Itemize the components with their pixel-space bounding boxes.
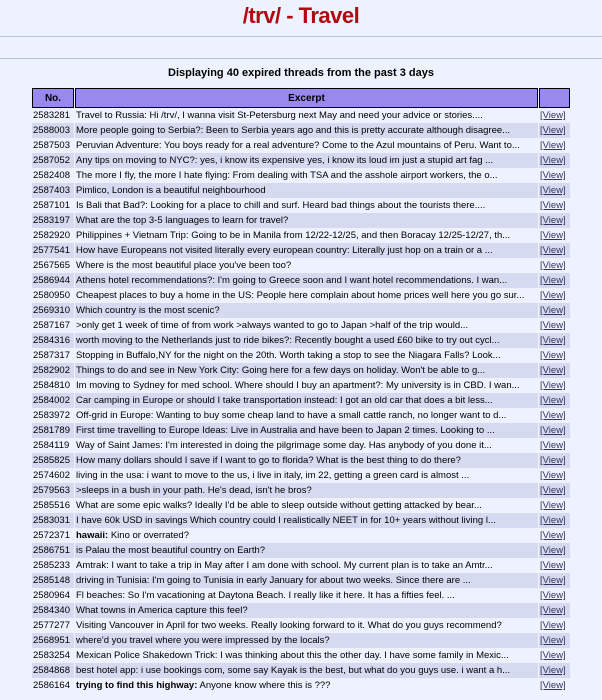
thread-excerpt [75,213,538,228]
thread-number: 2580964 [32,588,74,603]
thread-excerpt [75,588,538,603]
table-row [32,258,570,273]
thread-excerpt-text: How many dollars should I save if I want to go to florida? What is the best thing to do there? [76,455,461,466]
view-thread-link[interactable]: [View] [540,155,566,166]
view-thread-link[interactable]: [View] [540,605,566,616]
thread-excerpt-text: >sleeps in a bush in your path. He's dead, isn't he bros? [76,485,312,496]
thread-excerpt [75,648,538,663]
thread-excerpt [75,288,538,303]
thread-excerpt [75,348,538,363]
thread-excerpt [75,138,538,153]
thread-number: 2584002 [32,393,74,408]
thread-excerpt [75,498,538,513]
table-row [32,138,570,153]
thread-number: 2583254 [32,648,74,663]
view-cell [539,483,570,498]
table-row [32,648,570,663]
table-row [32,243,570,258]
thread-number: 2568951 [32,633,74,648]
table-row [32,198,570,213]
view-cell [539,138,570,153]
table-row [32,663,570,678]
view-thread-link[interactable]: [View] [540,350,566,361]
table-row [32,678,570,693]
thread-excerpt-text: Travel to Russia: Hi /trv/, I wanna visit St-Petersburg next May and need your advice or stories.... [76,110,483,121]
thread-number: 2587101 [32,198,74,213]
table-row [32,603,570,618]
thread-excerpt-text: Peruvian Adventure: You boys ready for a real adventure? Come to the Azul mountains of Peru. Want to... [76,140,520,151]
view-cell [539,183,570,198]
table-row [32,558,570,573]
thread-excerpt [75,438,538,453]
thread-excerpt [75,303,538,318]
view-thread-link[interactable]: [View] [540,260,566,271]
thread-number: 2585825 [32,453,74,468]
thread-excerpt [75,543,538,558]
thread-excerpt-text: Anyone know where this is ??? [197,680,331,691]
thread-subject: trying to find this highway: [76,680,198,691]
thread-excerpt [75,573,538,588]
thread-excerpt-text: More people going to Serbia?: Been to Serbia years ago and this is pretty accurate although disagree... [76,125,511,136]
view-cell [539,153,570,168]
table-row [32,318,570,333]
thread-rows [32,108,570,693]
view-thread-link[interactable]: [View] [540,320,566,331]
view-cell [539,573,570,588]
thread-excerpt [75,663,538,678]
thread-excerpt-text: driving in Tunisia: I'm going to Tunisia in early January for about two weeks. Since there are ... [76,575,471,586]
thread-excerpt-text: where'd you travel where you were impressed by the locals? [76,635,330,646]
thread-number: 2583031 [32,513,74,528]
view-cell [539,408,570,423]
thread-excerpt [75,123,538,138]
thread-excerpt-text: Visiting Vancouver in April for two weeks. Really looking forward to it. What do you guys recommend? [76,620,502,631]
thread-excerpt [75,603,538,618]
table-row [32,438,570,453]
thread-excerpt-text: worth moving to the Netherlands just to ride bikes?: Recently bought a used £60 bike to try out cycl... [76,335,500,346]
thread-number: 2583197 [32,213,74,228]
thread-excerpt [75,183,538,198]
view-cell [539,243,570,258]
view-thread-link[interactable]: [View] [540,665,566,676]
archive-table [31,88,571,693]
thread-excerpt-text: The more I fly, the more I hate flying: From dealing with TSA and the asshole airport workers, the o... [76,170,498,181]
thread-number: 2584119 [32,438,74,453]
thread-number: 2587052 [32,153,74,168]
table-header-row [32,88,570,108]
view-thread-link[interactable]: [View] [540,275,566,286]
view-cell [539,618,570,633]
thread-excerpt-text: Cheapest places to buy a home in the US: People here complain about home prices well here you go sur... [76,290,525,301]
table-row [32,408,570,423]
thread-excerpt-text: What are the top 3-5 languages to learn for travel? [76,215,289,226]
thread-excerpt [75,258,538,273]
thread-number: 2585516 [32,498,74,513]
thread-number: 2572371 [32,528,74,543]
thread-number: 2584340 [32,603,74,618]
table-row [32,543,570,558]
view-cell [539,438,570,453]
view-thread-link[interactable]: [View] [540,425,566,436]
view-cell [539,603,570,618]
table-row [32,213,570,228]
thread-excerpt-text: I have 60k USD in savings Which country could I realistically NEET in for 10+ years without living l... [76,515,496,526]
thread-number: 2584316 [32,333,74,348]
view-cell [539,453,570,468]
view-cell [539,228,570,243]
table-row [32,123,570,138]
table-row [32,348,570,363]
thread-number: 2587317 [32,348,74,363]
view-thread-link[interactable]: [View] [540,530,566,541]
thread-excerpt-text: best hotel app: i use bookings com, some say Kayak is the best, but what do you guys use. i want a h... [76,665,511,676]
thread-excerpt-text: Fl beaches: So I'm vacationing at Daytona Beach. I really like it here. It has a fifties feel. ... [76,590,455,601]
table-row [32,183,570,198]
view-cell [539,468,570,483]
view-thread-link[interactable]: [View] [540,380,566,391]
table-row [32,168,570,183]
view-cell [539,648,570,663]
view-cell [539,678,570,693]
thread-excerpt [75,618,538,633]
thread-number: 2581789 [32,423,74,438]
thread-number: 2585233 [32,558,74,573]
view-thread-link[interactable]: [View] [540,455,566,466]
thread-excerpt [75,558,538,573]
thread-excerpt-text: Car camping in Europe or should I take transportation instead: I got an old car that does a bit less... [76,395,493,406]
view-thread-link[interactable]: [View] [540,590,566,601]
view-thread-link[interactable]: [View] [540,185,566,196]
thread-number: 2582920 [32,228,74,243]
view-thread-link[interactable]: [View] [540,290,566,301]
thread-excerpt [75,678,538,693]
thread-excerpt-text: Amtrak: I want to take a trip in May after I am done with school. My current plan is to take an Amtr... [76,560,493,571]
view-thread-link[interactable]: [View] [540,110,566,121]
thread-excerpt [75,333,538,348]
thread-excerpt-text: living in the usa: i want to move to the us, i live in italy, im 22, getting a green card is almost ... [76,470,470,481]
table-row [32,483,570,498]
thread-number: 2585148 [32,573,74,588]
column-header-no: No. [32,88,74,108]
thread-excerpt [75,168,538,183]
view-cell [539,588,570,603]
thread-number: 2587503 [32,138,74,153]
thread-excerpt-text: Stopping in Buffalo,NY for the night on the 20th. Worth taking a stop to see the Niagara Falls? Look... [76,350,501,361]
thread-excerpt-text: Things to do and see in New York City: Going here for a few days on holiday. Won't be able to g... [76,365,486,376]
thread-number: 2583972 [32,408,74,423]
thread-excerpt [75,453,538,468]
thread-excerpt [75,243,538,258]
view-cell [539,423,570,438]
thread-number: 2569310 [32,303,74,318]
view-thread-link[interactable]: [View] [540,560,566,571]
view-cell [539,498,570,513]
view-thread-link[interactable]: [View] [540,500,566,511]
table-row [32,108,570,123]
view-cell [539,393,570,408]
thread-number: 2587403 [32,183,74,198]
thread-excerpt [75,108,538,123]
view-thread-link[interactable]: [View] [540,620,566,631]
thread-excerpt-text: Pimlico, London is a beautiful neighbourhood [76,185,266,196]
thread-number: 2586751 [32,543,74,558]
thread-number: 2582408 [32,168,74,183]
table-row [32,618,570,633]
table-row [32,333,570,348]
table-row [32,588,570,603]
thread-excerpt [75,198,538,213]
view-thread-link[interactable]: [View] [540,545,566,556]
thread-excerpt-text: >only get 1 week of time of from work >always wanted to go to Japan >half of the trip would... [76,320,469,331]
archive-heading: Displaying 40 expired threads from the past 3 days [168,67,434,79]
table-row [32,228,570,243]
table-row [32,393,570,408]
view-cell [539,288,570,303]
thread-number: 2577541 [32,243,74,258]
view-cell [539,633,570,648]
thread-number: 2587167 [32,318,74,333]
table-row [32,288,570,303]
thread-number: 2586944 [32,273,74,288]
view-thread-link[interactable]: [View] [540,335,566,346]
thread-excerpt-text: What towns in America capture this feel? [76,605,248,616]
thread-number: 2579563 [32,483,74,498]
table-row [32,363,570,378]
table-row [32,633,570,648]
thread-excerpt [75,423,538,438]
view-thread-link[interactable]: [View] [540,200,566,211]
view-thread-link[interactable]: [View] [540,125,566,136]
view-thread-link[interactable]: [View] [540,230,566,241]
column-header-excerpt: Excerpt [75,88,538,108]
view-cell [539,318,570,333]
table-row [32,303,570,318]
thread-excerpt-text: Where is the most beautiful place you've been too? [76,260,292,271]
thread-excerpt [75,483,538,498]
view-cell [539,378,570,393]
thread-excerpt [75,153,538,168]
view-cell [539,213,570,228]
view-cell [539,198,570,213]
thread-excerpt-text: Im moving to Sydney for med school. Where should I buy an apartment?: My university is in CBD. I wan... [76,380,520,391]
view-thread-link[interactable]: [View] [540,485,566,496]
table-row [32,453,570,468]
table-row [32,468,570,483]
thread-excerpt-text: Kino or overrated? [108,530,189,541]
thread-excerpt-text: is Palau the most beautiful country on Earth? [76,545,266,556]
view-cell [539,333,570,348]
view-cell [539,513,570,528]
view-thread-link[interactable]: [View] [540,410,566,421]
thread-excerpt-text: Which country is the most scenic? [76,305,220,316]
table-row [32,513,570,528]
view-thread-link[interactable]: [View] [540,680,566,691]
view-thread-link[interactable]: [View] [540,440,566,451]
table-row [32,573,570,588]
thread-excerpt [75,318,538,333]
thread-excerpt [75,228,538,243]
view-thread-link[interactable]: [View] [540,650,566,661]
view-cell [539,528,570,543]
thread-excerpt-text: Is Bali that Bad?: Looking for a place to chill and surf. Heard bad things about the tourists there.... [76,200,486,211]
table-row [32,423,570,438]
table-row [32,378,570,393]
view-cell [539,558,570,573]
view-thread-link[interactable]: [View] [540,515,566,526]
view-thread-link[interactable]: [View] [540,245,566,256]
view-cell [539,543,570,558]
thread-number: 2588003 [32,123,74,138]
view-cell [539,123,570,138]
thread-excerpt [75,408,538,423]
thread-excerpt [75,633,538,648]
table-row [32,528,570,543]
thread-number: 2574602 [32,468,74,483]
view-cell [539,348,570,363]
thread-number: 2582902 [32,363,74,378]
thread-excerpt [75,468,538,483]
view-thread-link[interactable]: [View] [540,215,566,226]
view-thread-link[interactable]: [View] [540,470,566,481]
thread-excerpt-text: Off-grid in Europe: Wanting to buy some cheap land to have a small cattle ranch, no longer want to d... [76,410,507,421]
thread-excerpt-text: Mexican Police Shakedown Trick: I was thinking about this the other day. I have some family in Mexic... [76,650,509,661]
thread-number: 2584810 [32,378,74,393]
thread-number: 2567565 [32,258,74,273]
view-thread-link[interactable]: [View] [540,365,566,376]
thread-excerpt [75,393,538,408]
view-cell [539,168,570,183]
thread-excerpt-text: How have Europeans not visited literally every european country: Literally just hop on a train or a ... [76,245,493,256]
thread-excerpt [75,513,538,528]
thread-subject: hawaii: [76,530,109,541]
board-title: /trv/ - Travel [242,3,360,28]
thread-excerpt-text: Way of Saint James: I'm interested in doing the pilgrimage some day. Has anybody of you done it... [76,440,492,451]
view-thread-link[interactable]: [View] [540,140,566,151]
view-cell [539,363,570,378]
table-row [32,498,570,513]
thread-excerpt-text: Any tips on moving to NYC?: yes, i know its expensive yes, i know its loud im just a stupid art fag ... [76,155,494,166]
thread-excerpt [75,273,538,288]
thread-number: 2580950 [32,288,74,303]
thread-number: 2577277 [32,618,74,633]
view-thread-link[interactable]: [View] [540,305,566,316]
view-cell [539,303,570,318]
thread-excerpt-text: Philippines + Vietnam Trip: Going to be in Manila from 12/22-12/25, and then Boracay 12/25-12/27, th... [76,230,511,241]
view-thread-link[interactable]: [View] [540,635,566,646]
view-thread-link[interactable]: [View] [540,395,566,406]
view-cell [539,273,570,288]
view-cell [539,663,570,678]
table-row [32,273,570,288]
thread-excerpt [75,363,538,378]
view-cell [539,108,570,123]
thread-number: 2583281 [32,108,74,123]
thread-excerpt-text: Athens hotel recommendations?: I'm going to Greece soon and I want hotel recommendations. I wan... [76,275,508,286]
view-cell [539,258,570,273]
view-thread-link[interactable]: [View] [540,575,566,586]
thread-excerpt [75,378,538,393]
thread-number: 2586164 [32,678,74,693]
thread-excerpt-text: What are some epic walks? Ideally I'd be able to sleep outside without getting attacked by bear... [76,500,482,511]
column-header-view [539,88,570,108]
table-row [32,153,570,168]
thread-number: 2584868 [32,663,74,678]
thread-excerpt-text: First time travelling to Europe Ideas: Live in Australia and have been to Japan 2 times. Looking to ... [76,425,495,436]
thread-excerpt [75,528,538,543]
view-thread-link[interactable]: [View] [540,170,566,181]
navigation-band [0,37,602,59]
